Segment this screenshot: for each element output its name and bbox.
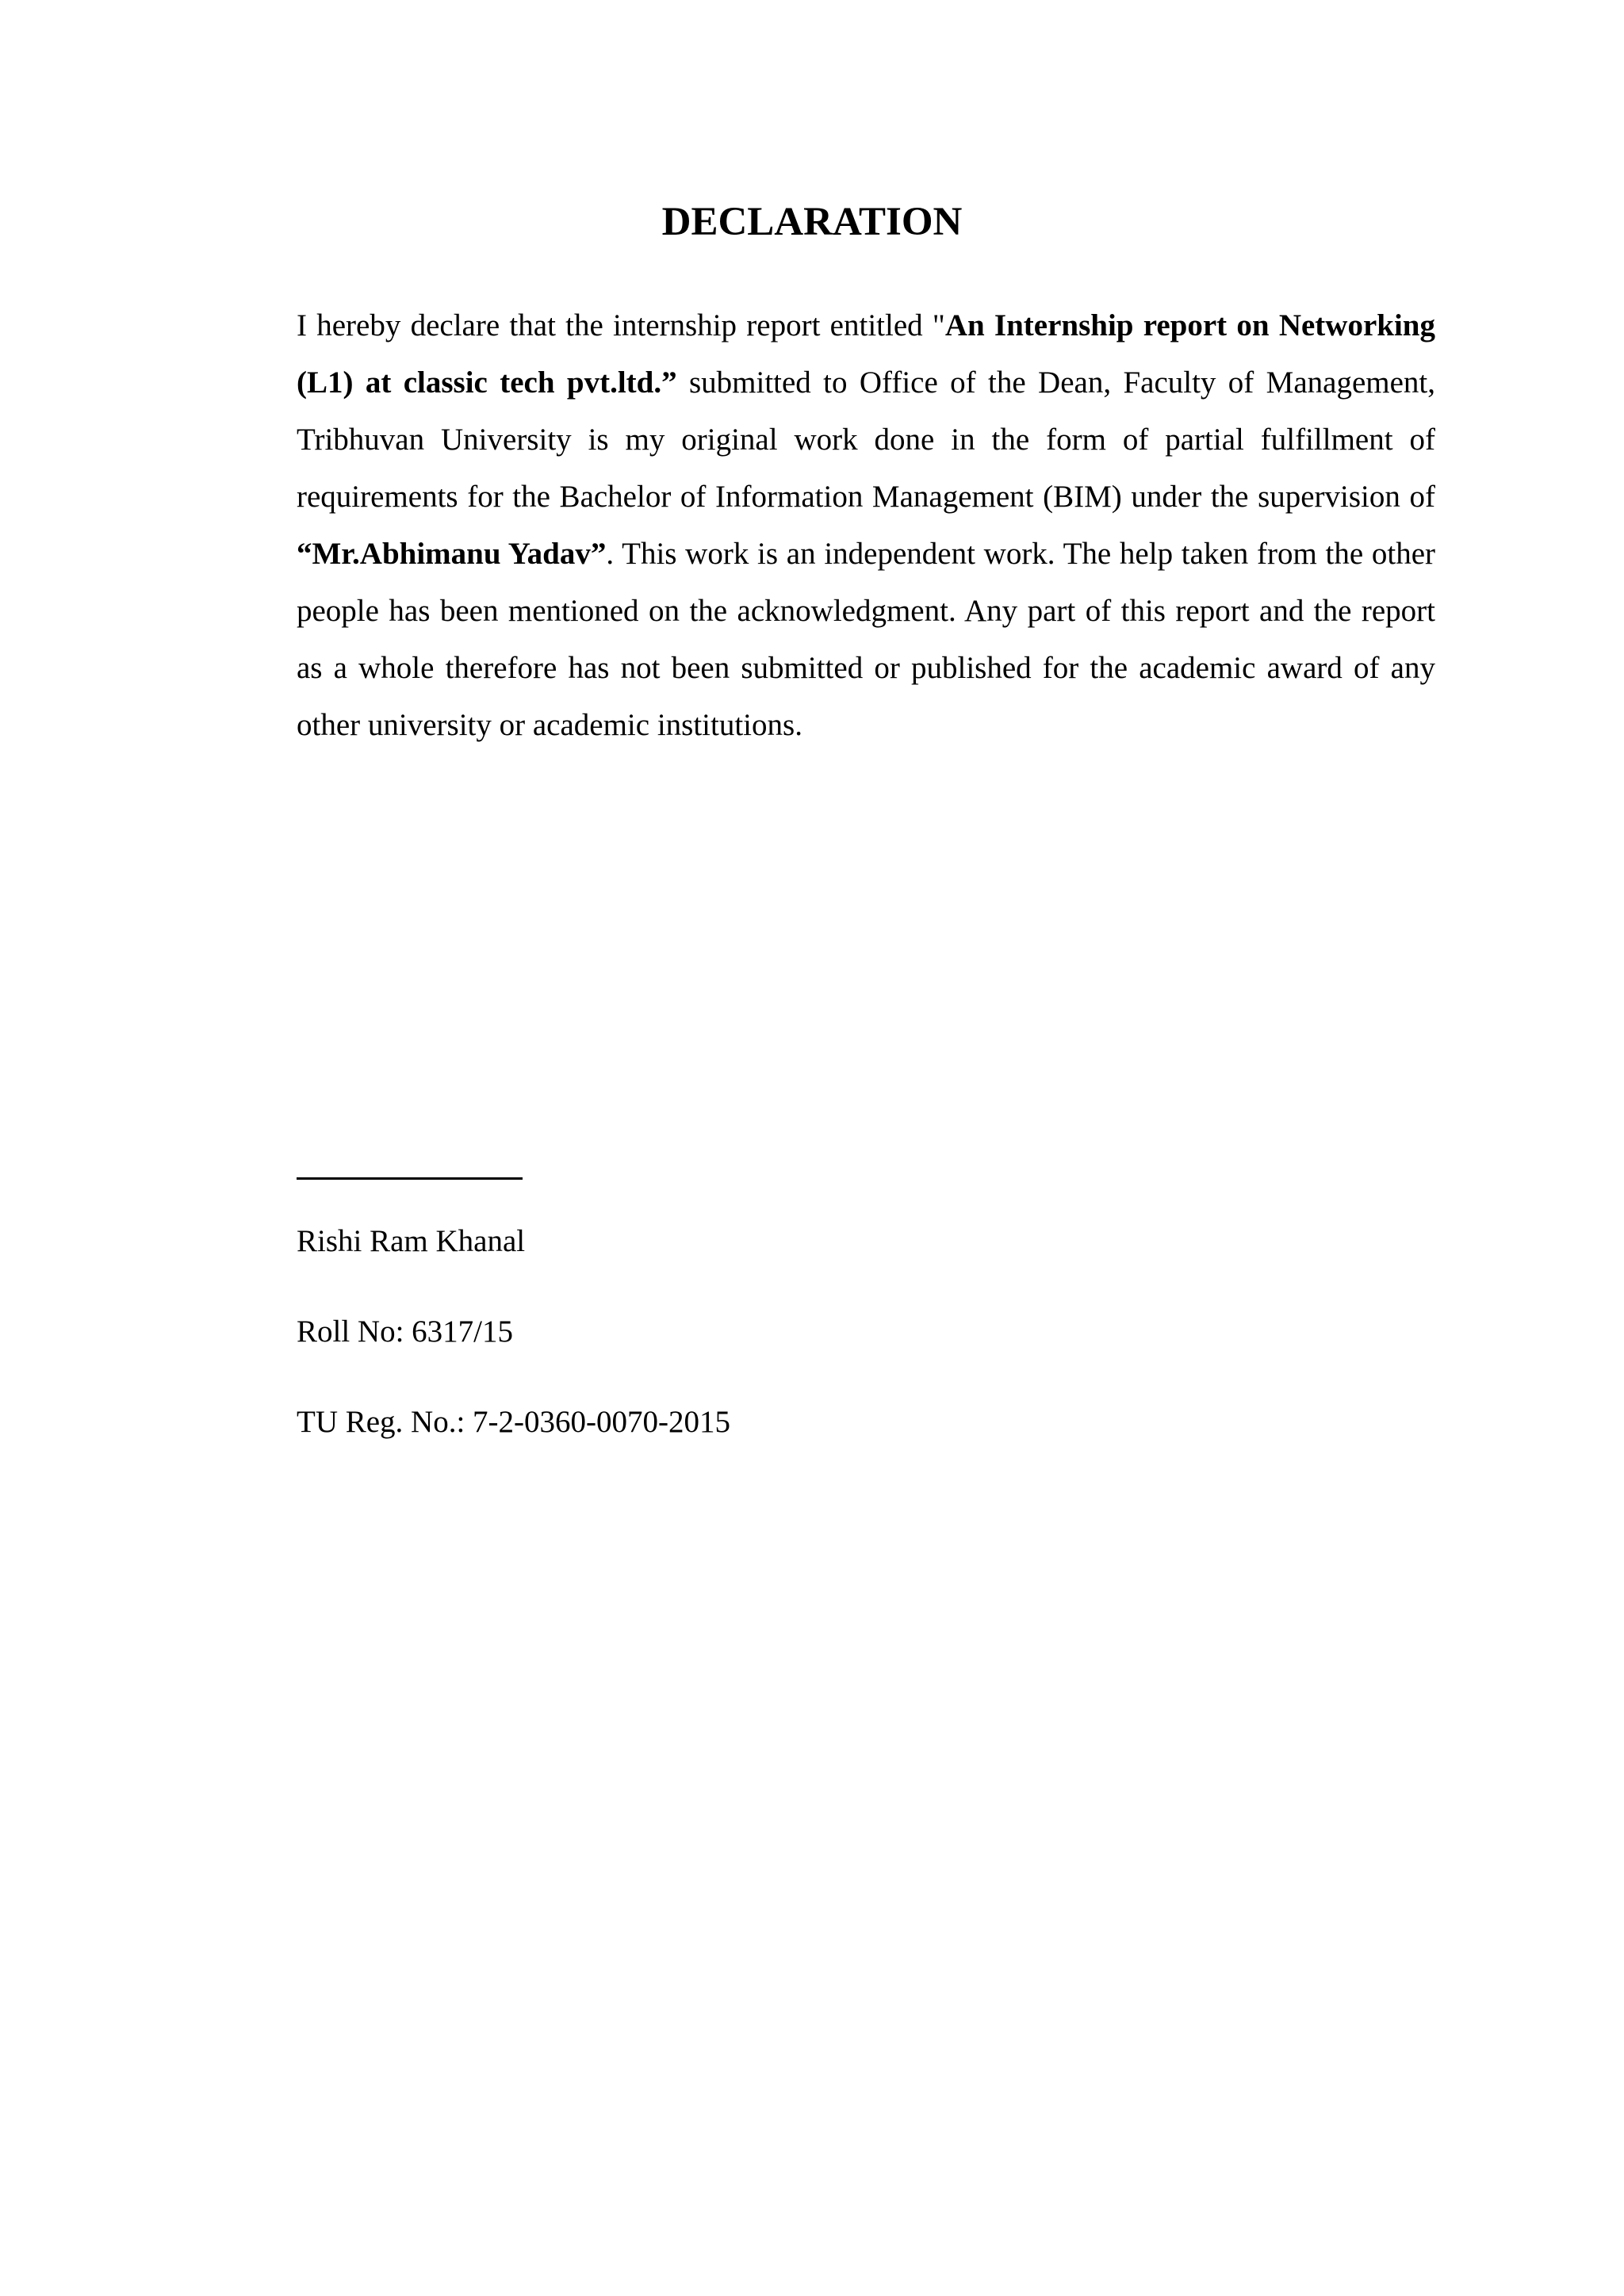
paragraph-text-2: submitted to Office of the Dean, Faculty of Management, Tribhuvan University is my original work done in the form of partial fulfillment of requirements for the Bachelor of Information Management (BIM) under the supervision of xyxy=(297,365,1436,514)
registration-number: TU Reg. No.: 7-2-0360-0070-2015 xyxy=(297,1405,731,1439)
declaration-paragraph xyxy=(297,297,1435,754)
paragraph-text-1: I hereby declare that the internship report entitled " xyxy=(297,308,945,342)
signature-line xyxy=(297,1177,523,1180)
report-title: An Internship report on Networking (L1) at classic tech pvt.ltd.” xyxy=(297,308,1435,400)
student-name: Rishi Ram Khanal xyxy=(297,1224,526,1258)
paragraph-text-3: . This work is an independent work. The help taken from the other people has been mentioned on the acknowledgment. Any part of this report and the report as a whole therefore has not been submitted or published for the academic award of any other university or academic institutions. xyxy=(297,537,1436,742)
roll-number: Roll No: 6317/15 xyxy=(297,1314,514,1349)
page-title: DECLARATION xyxy=(661,200,963,244)
supervisor-name: “Mr.Abhimanu Yadav” xyxy=(297,537,607,571)
